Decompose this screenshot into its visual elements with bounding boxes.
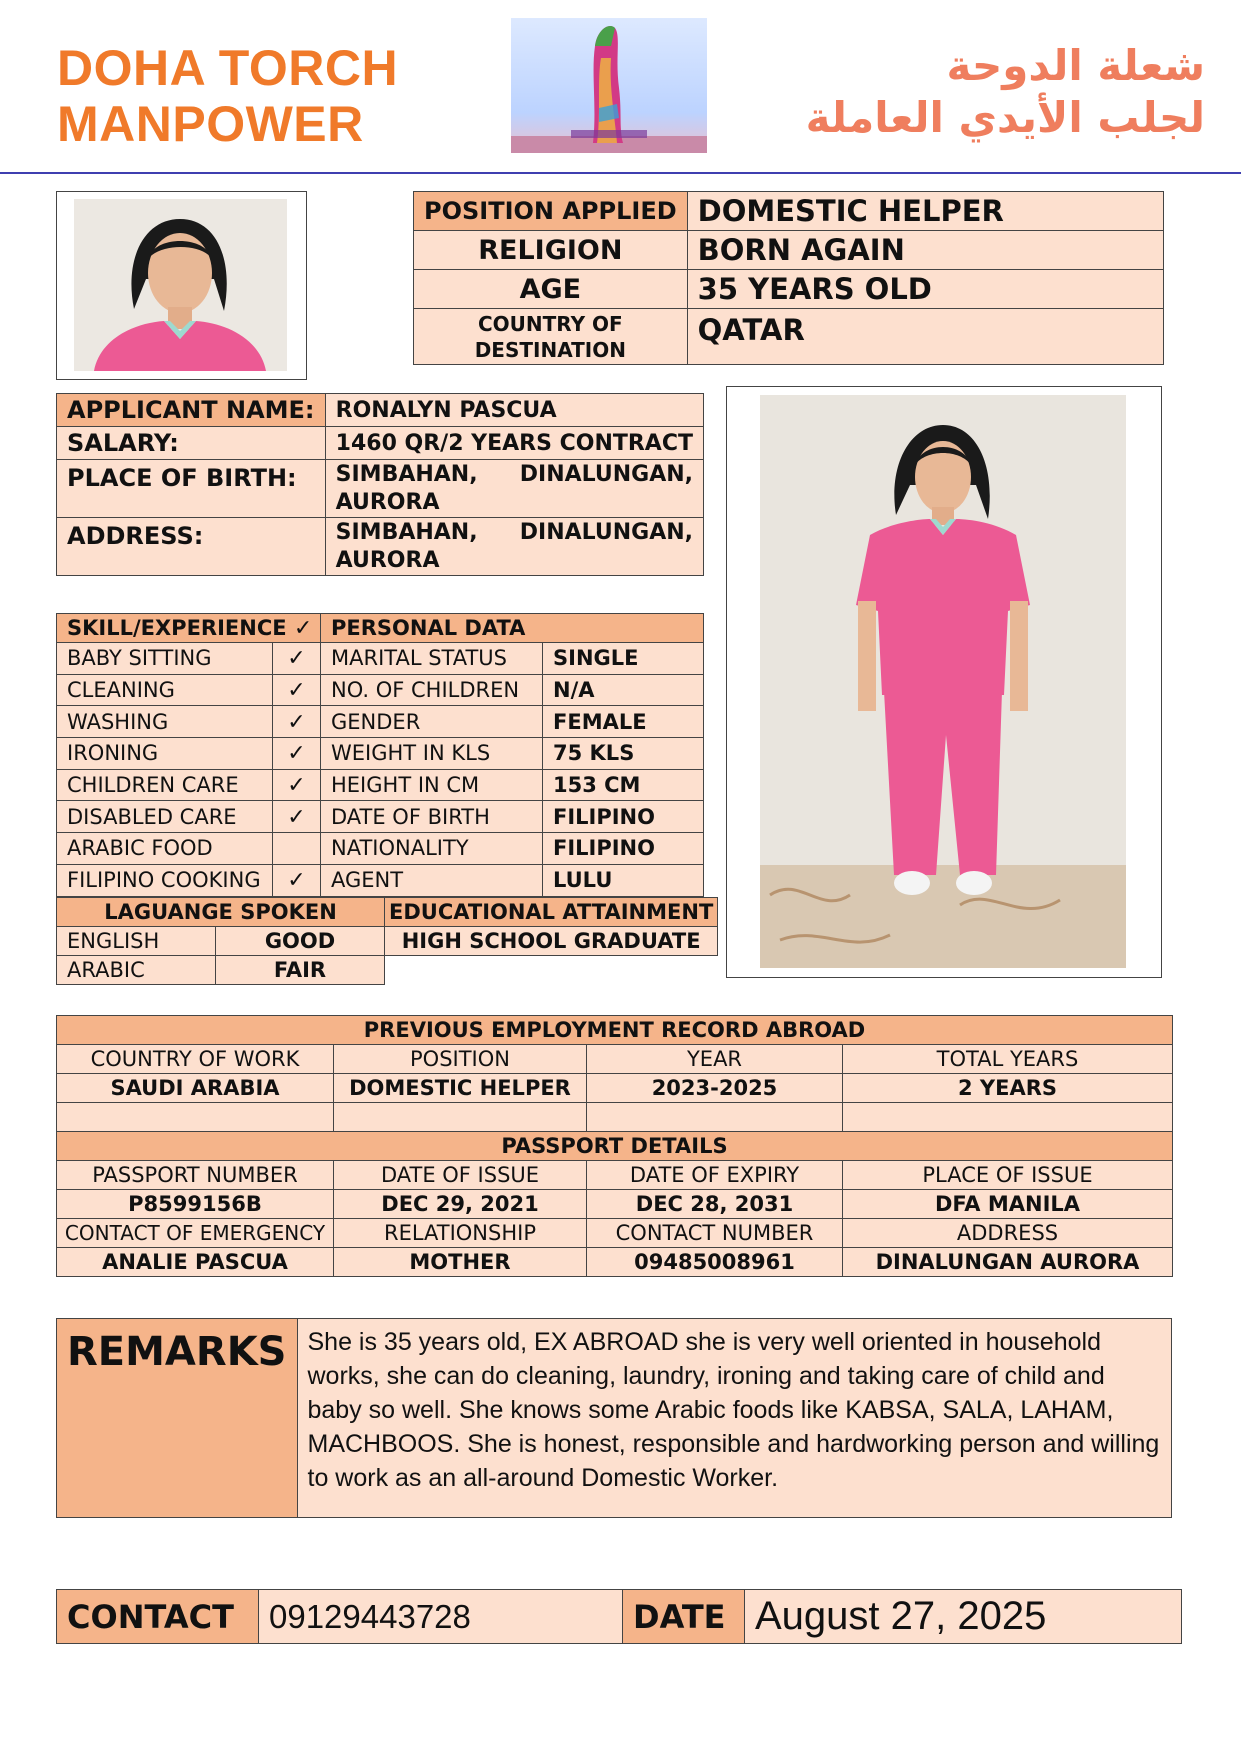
destination-value: QATAR (687, 309, 1163, 365)
employment-empty-cell (57, 1103, 334, 1132)
education-value: HIGH SCHOOL GRADUATE (385, 927, 718, 956)
portrait-image (74, 199, 287, 371)
applicant-photo-portrait (56, 191, 307, 380)
language-level: GOOD (216, 927, 385, 956)
remarks-table (56, 1318, 1172, 1518)
torch-tower-icon (511, 18, 707, 153)
skills-header-label: SKILL/EXPERIENCE (67, 615, 287, 640)
emergency-relationship: MOTHER (334, 1248, 587, 1277)
applicant-table (56, 393, 704, 576)
emergency-col-relationship: RELATIONSHIP (334, 1219, 587, 1248)
check-icon: ✓ (273, 864, 321, 896)
position-applied-label: POSITION APPLIED (414, 192, 688, 231)
employment-passport-table (56, 1015, 1173, 1277)
personal-header: PERSONAL DATA (321, 614, 704, 643)
skill-rows (57, 643, 704, 897)
check-icon: ✓ (273, 674, 321, 706)
employment-col-total: TOTAL YEARS (843, 1045, 1173, 1074)
employment-total: 2 YEARS (843, 1074, 1173, 1103)
footer-table (56, 1589, 1182, 1644)
employment-empty-cell (334, 1103, 587, 1132)
personal-value: FEMALE (543, 706, 704, 738)
skill-name: CHILDREN CARE (57, 769, 273, 801)
address-value (325, 518, 703, 576)
education-table (384, 897, 718, 956)
birth-label: PLACE OF BIRTH: (57, 460, 326, 518)
personal-value: 153 CM (543, 769, 704, 801)
salary-value: 1460 QR/2 YEARS CONTRACT (325, 427, 703, 460)
personal-value: SINGLE (543, 643, 704, 675)
contact-value: 09129443728 (259, 1590, 623, 1644)
personal-value: 75 KLS (543, 738, 704, 770)
remarks-label: REMARKS (57, 1319, 298, 1518)
passport-expiry-date: DEC 28, 2031 (587, 1190, 843, 1219)
employment-header: PREVIOUS EMPLOYMENT RECORD ABROAD (57, 1016, 1173, 1045)
religion-value: BORN AGAIN (687, 231, 1163, 270)
emergency-col-number: CONTACT NUMBER (587, 1219, 843, 1248)
skills-header (57, 614, 321, 643)
company-name (57, 40, 398, 152)
education-header: EDUCATIONAL ATTAINMENT (385, 898, 718, 927)
personal-field: AGENT (321, 864, 543, 896)
employment-col-year: YEAR (587, 1045, 843, 1074)
personal-field: HEIGHT IN CM (321, 769, 543, 801)
personal-field: WEIGHT IN KLS (321, 738, 543, 770)
check-icon: ✓ (273, 706, 321, 738)
date-label: DATE (623, 1590, 745, 1644)
skill-name: DISABLED CARE (57, 801, 273, 833)
check-icon: ✓ (293, 615, 313, 641)
employment-col-country: COUNTRY OF WORK (57, 1045, 334, 1074)
skills-personal-table (56, 613, 704, 897)
skill-name: FILIPINO COOKING (57, 864, 273, 896)
address-town: SIMBAHAN, (335, 519, 478, 545)
personal-value: FILIPINO (543, 833, 704, 865)
personal-field: MARITAL STATUS (321, 643, 543, 675)
employment-col-position: POSITION (334, 1045, 587, 1074)
check-icon: ✓ (273, 769, 321, 801)
personal-field: GENDER (321, 706, 543, 738)
skill-name: IRONING (57, 738, 273, 770)
check-icon: ✓ (273, 643, 321, 675)
emergency-col-contact: CONTACT OF EMERGENCY (57, 1219, 334, 1248)
applicant-photo-full (726, 386, 1162, 978)
age-value: 35 YEARS OLD (687, 270, 1163, 309)
arabic-line2: لجلب الأيدي العاملة (805, 93, 1205, 142)
position-table (413, 191, 1164, 365)
skill-name: BABY SITTING (57, 643, 273, 675)
position-applied-value: DOMESTIC HELPER (687, 192, 1163, 231)
remarks-text: She is 35 years old, EX ABROAD she is very well oriented in household works, she can do cleaning, laundry, ironing and taking care of child and baby so well. She knows some Arabic foods like KABSA, SALA, LAHAM, MACHBOOS. She is honest, responsible and hardworking person and willing to work as an all-around Domestic Worker. (297, 1319, 1172, 1518)
emergency-address: DINALUNGAN AURORA (843, 1248, 1173, 1277)
address-province: AURORA (335, 547, 440, 573)
personal-value: N/A (543, 674, 704, 706)
passport-col-issue: DATE OF ISSUE (334, 1161, 587, 1190)
employment-year: 2023-2025 (587, 1074, 843, 1103)
personal-field: DATE OF BIRTH (321, 801, 543, 833)
passport-issue-date: DEC 29, 2021 (334, 1190, 587, 1219)
birth-municipality: DINALUNGAN, (519, 461, 693, 487)
passport-number: P8599156B (57, 1190, 334, 1219)
language-header: LAGUANGE SPOKEN (57, 898, 385, 927)
personal-field: NO. OF CHILDREN (321, 674, 543, 706)
employment-empty-cell (587, 1103, 843, 1132)
torch-logo (511, 18, 707, 153)
company-name-arabic (745, 40, 1205, 144)
passport-place: DFA MANILA (843, 1190, 1173, 1219)
employment-country: SAUDI ARABIA (57, 1074, 334, 1103)
company-name-line1: DOHA TORCH (57, 40, 399, 96)
skill-name: ARABIC FOOD (57, 833, 273, 865)
language-name: ENGLISH (57, 927, 216, 956)
passport-col-number: PASSPORT NUMBER (57, 1161, 334, 1190)
personal-value: FILIPINO (543, 801, 704, 833)
address-label: ADDRESS: (57, 518, 326, 576)
destination-label: COUNTRY OF DESTINATION (414, 309, 688, 365)
check-icon: ✓ (273, 801, 321, 833)
language-table (56, 897, 385, 985)
check-icon: ✓ (273, 738, 321, 770)
passport-header: PASSPORT DETAILS (57, 1132, 1173, 1161)
language-level: FAIR (216, 956, 385, 985)
header-divider (0, 172, 1241, 174)
personal-field: NATIONALITY (321, 833, 543, 865)
skill-name: CLEANING (57, 674, 273, 706)
emergency-col-address: ADDRESS (843, 1219, 1173, 1248)
contact-label: CONTACT (57, 1590, 259, 1644)
birth-town: SIMBAHAN, (335, 461, 478, 487)
arabic-line1: شعلة الدوحة (946, 41, 1205, 90)
emergency-number: 09485008961 (587, 1248, 843, 1277)
skill-name: WASHING (57, 706, 273, 738)
full-body-image (760, 395, 1126, 968)
passport-col-place: PLACE OF ISSUE (843, 1161, 1173, 1190)
birth-value (325, 460, 703, 518)
date-value: August 27, 2025 (745, 1590, 1182, 1644)
applicant-name-label: APPLICANT NAME: (57, 394, 326, 427)
age-label: AGE (414, 270, 688, 309)
company-name-line2: MANPOWER (57, 96, 364, 152)
employment-position: DOMESTIC HELPER (334, 1074, 587, 1103)
salary-label: SALARY: (57, 427, 326, 460)
language-name: ARABIC (57, 956, 216, 985)
birth-province: AURORA (335, 489, 440, 515)
applicant-name-value: RONALYN PASCUA (325, 394, 703, 427)
address-municipality: DINALUNGAN, (519, 519, 693, 545)
personal-value: LULU (543, 864, 704, 896)
employment-empty-cell (843, 1103, 1173, 1132)
emergency-name: ANALIE PASCUA (57, 1248, 334, 1277)
check-empty (273, 833, 321, 865)
passport-col-expiry: DATE OF EXPIRY (587, 1161, 843, 1190)
religion-label: RELIGION (414, 231, 688, 270)
